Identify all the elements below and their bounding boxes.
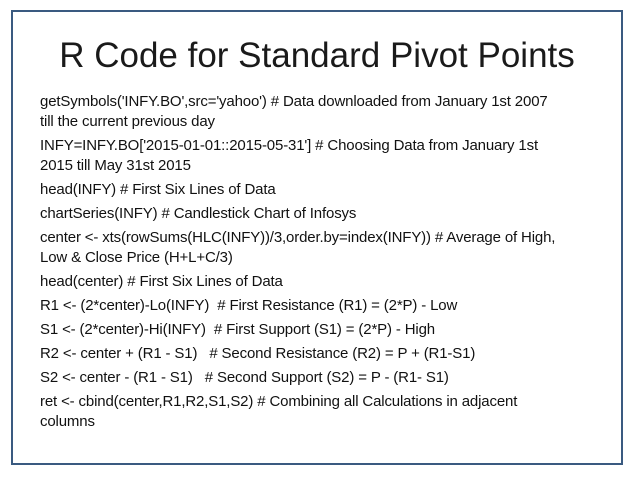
code-line-subset-dates: INFY=INFY.BO['2015-01-01::2015-05-31'] # Choosing Data from January 1st 2015 till May 31st 2015	[40, 137, 538, 174]
code-line-center: center <- xts(rowSums(HLC(INFY))/3,order.by=index(INFY)) # Average of High, Low & Close Price (H+L+C/3)	[40, 229, 556, 266]
code-line-cbind: ret <- cbind(center,R1,R2,S1,S2) # Combining all Calculations in adjacent columns	[40, 393, 518, 430]
code-line-getsymbols: getSymbols('INFY.BO',src='yahoo') # Data downloaded from January 1st 2007 till the current previous day	[40, 93, 548, 130]
code-line-head-center: head(center) # First Six Lines of Data	[40, 273, 283, 290]
code-line-s2: S2 <- center - (R1 - S1) # Second Support (S2) = P - (R1- S1)	[40, 369, 449, 386]
slide-title: R Code for Standard Pivot Points	[59, 36, 575, 75]
code-line-chartseries: chartSeries(INFY) # Candlestick Chart of Infosys	[40, 205, 357, 222]
code-list	[40, 92, 620, 436]
code-line-r2: R2 <- center + (R1 - S1) # Second Resistance (R2) = P + (R1-S1)	[40, 345, 476, 362]
code-line-r1: R1 <- (2*center)-Lo(INFY) # First Resistance (R1) = (2*P) - Low	[40, 297, 458, 314]
slide-frame	[11, 10, 623, 465]
code-line-s1: S1 <- (2*center)-Hi(INFY) # First Support (S1) = (2*P) - High	[40, 321, 435, 338]
code-line-head-infy: head(INFY) # First Six Lines of Data	[40, 181, 276, 198]
